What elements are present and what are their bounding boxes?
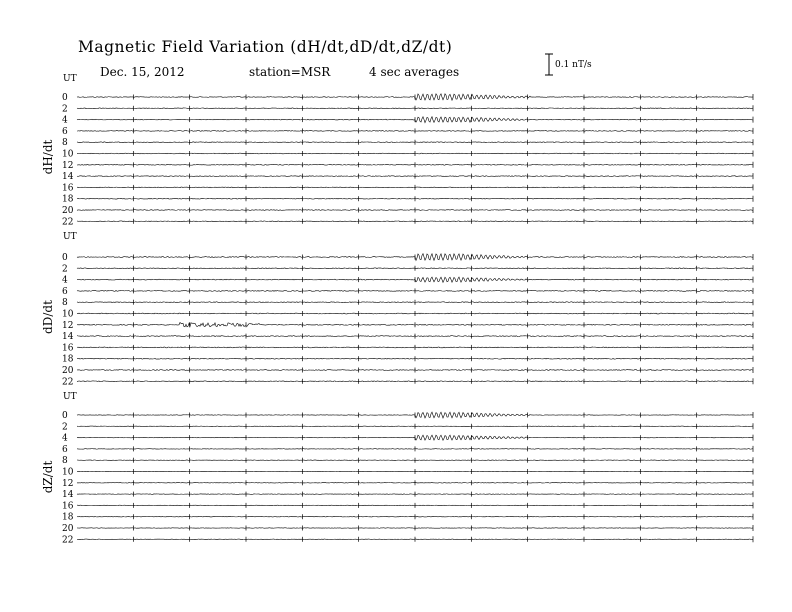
row-label: 16 [62,501,74,512]
ut-axis-label: UT [63,392,77,402]
row-label: 8 [62,456,68,467]
ut-axis-label: UT [63,232,77,242]
chart-title: Magnetic Field Variation (dH/dt,dD/dt,dZ/dt) [78,38,453,56]
ut-axis-label: UT [63,74,77,84]
date-label: Dec. 15, 2012 [100,65,185,79]
row-label: 6 [62,126,68,137]
row-label: 12 [62,320,74,331]
row-label: 0 [62,411,68,421]
row-label: 22 [62,217,74,228]
row-label: 10 [62,149,74,160]
row-label: 2 [62,422,68,433]
row-label: 4 [62,433,68,444]
row-label: 14 [62,332,74,343]
row-label: 14 [62,490,74,501]
panel-dddt [41,232,753,387]
row-label: 18 [62,354,74,365]
row-label: 6 [62,444,68,455]
scale-bar-label: 0.1 nT/s [555,60,592,70]
row-label: 4 [62,115,68,126]
scale-bar-icon [545,54,553,75]
row-label: 10 [62,309,74,320]
row-label: 0 [62,253,68,263]
averaging-label: 4 sec averages [369,65,460,79]
row-label: 8 [62,298,68,309]
row-label: 6 [62,286,68,297]
row-label: 20 [62,366,74,376]
row-label: 16 [62,183,74,194]
row-label: 2 [62,264,68,275]
panel-dzdt [41,392,753,545]
row-label: 2 [62,104,68,115]
row-label: 18 [62,194,74,205]
component-label: dZ/dt [41,460,55,494]
row-label: 16 [62,343,74,354]
row-label: 8 [62,138,68,149]
row-label: 12 [62,160,74,171]
row-label: 12 [62,478,74,489]
panel-dhdt [41,74,753,227]
row-label: 14 [62,172,74,183]
row-label: 0 [62,93,68,103]
row-label: 22 [62,535,74,546]
station-label: station=MSR [249,65,331,79]
row-label: 22 [62,377,74,388]
row-label: 20 [62,524,74,534]
row-label: 4 [62,275,68,286]
component-label: dH/dt [41,139,55,175]
row-label: 10 [62,467,74,478]
component-label: dD/dt [41,300,55,334]
row-label: 20 [62,206,74,216]
row-label: 18 [62,512,74,523]
